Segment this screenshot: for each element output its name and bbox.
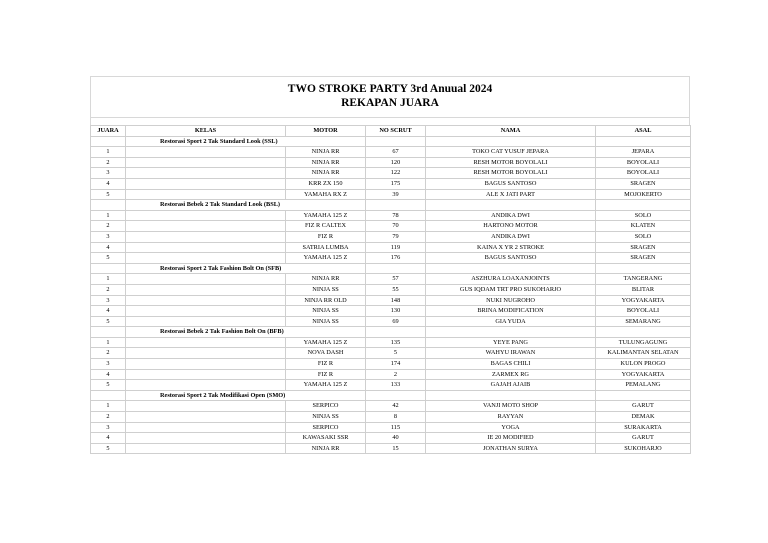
asal-cell: JEPARA [596,147,691,158]
motor-cell: FIZ R [286,369,366,380]
blank-cell [286,390,366,401]
asal-cell: DEMAK [596,412,691,423]
no-scrut-cell: 174 [366,359,426,370]
no-scrut-cell: 120 [366,157,426,168]
motor-cell: NINJA RR [286,274,366,285]
asal-cell: KLATEN [596,221,691,232]
asal-cell: BOYOLALI [596,168,691,179]
section-row [91,263,691,274]
section-kelas: Restorasi Sport 2 Tak Modifikasi Open (SMO) [126,390,286,401]
juara-cell: 5 [91,443,126,454]
motor-cell: NINJA SS [286,306,366,317]
asal-cell: TULUNGAGUNG [596,337,691,348]
nama-cell: ASZHURA LOAXANJOINTS [426,274,596,285]
table-row [91,380,691,391]
document-subtitle: REKAPAN JUARA [341,97,439,109]
no-scrut-cell: 42 [366,401,426,412]
nama-cell: VANJI MOTO SHOP [426,401,596,412]
asal-cell: SOLO [596,210,691,221]
kelas-cell [126,369,286,380]
blank-cell [596,200,691,211]
no-scrut-cell: 119 [366,242,426,253]
section-row [91,390,691,401]
asal-cell: PEMALANG [596,380,691,391]
blank-cell [366,200,426,211]
juara-cell: 1 [91,337,126,348]
motor-cell: YAMAHA 125 Z [286,380,366,391]
kelas-cell [126,337,286,348]
blank-cell [91,200,126,211]
asal-cell: SUKOHARJO [596,443,691,454]
blank-cell [286,263,366,274]
nama-cell: WAHYU IRAWAN [426,348,596,359]
juara-cell: 4 [91,178,126,189]
kelas-cell [126,253,286,264]
section-row [91,136,691,147]
kelas-cell [126,359,286,370]
nama-cell: RESH MOTOR BOYOLALI [426,168,596,179]
no-scrut-cell: 5 [366,348,426,359]
nama-cell: ANDIKA DWI [426,210,596,221]
section-row [91,327,691,338]
kelas-cell [126,242,286,253]
section-kelas: Restorasi Sport 2 Tak Standard Look (SSL) [126,136,286,147]
table-row [91,337,691,348]
motor-cell: NINJA RR [286,157,366,168]
kelas-cell [126,412,286,423]
kelas-cell [126,274,286,285]
nama-cell: GAJAH AJAIB [426,380,596,391]
no-scrut-cell: 15 [366,443,426,454]
nama-cell: RAYYAN [426,412,596,423]
no-scrut-cell: 175 [366,178,426,189]
motor-cell: FIZ R [286,359,366,370]
blank-cell [286,200,366,211]
table-row [91,253,691,264]
juara-cell: 4 [91,242,126,253]
blank-cell [596,136,691,147]
table-row [91,369,691,380]
blank-cell [91,263,126,274]
blank-cell [426,390,596,401]
asal-cell: SRAGEN [596,253,691,264]
table-row [91,284,691,295]
no-scrut-cell: 67 [366,147,426,158]
blank-cell [596,263,691,274]
juara-cell: 5 [91,316,126,327]
kelas-cell [126,401,286,412]
nama-cell: NUKI NUGROHO [426,295,596,306]
no-scrut-cell: 55 [366,284,426,295]
motor-cell: NINJA SS [286,412,366,423]
no-scrut-cell: 176 [366,253,426,264]
blank-cell [426,136,596,147]
no-scrut-cell: 39 [366,189,426,200]
table-row [91,443,691,454]
motor-cell: KAWASAKI SSR [286,433,366,444]
no-scrut-cell: 2 [366,369,426,380]
motor-cell: SERPICO [286,422,366,433]
blank-cell [286,136,366,147]
kelas-cell [126,168,286,179]
juara-cell: 1 [91,401,126,412]
table-row [91,359,691,370]
nama-cell: RESH MOTOR BOYOLALI [426,157,596,168]
kelas-cell [126,221,286,232]
asal-cell: YOGYAKARTA [596,295,691,306]
asal-cell: KALIMANTAN SELATAN [596,348,691,359]
no-scrut-cell: 115 [366,422,426,433]
asal-cell: YOGYAKARTA [596,369,691,380]
kelas-cell [126,422,286,433]
table-row [91,157,691,168]
motor-cell: NINJA RR [286,443,366,454]
nama-cell: YEYE PANG [426,337,596,348]
nama-cell: ANDIKA DWI [426,231,596,242]
blank-cell [91,390,126,401]
blank-cell [426,327,596,338]
table-row [91,210,691,221]
juara-cell: 2 [91,284,126,295]
table-row [91,189,691,200]
asal-cell: MOJOKERTO [596,189,691,200]
asal-cell: SRAGEN [596,242,691,253]
table-row [91,433,691,444]
nama-cell: JONATHAN SURYA [426,443,596,454]
blank-cell [366,390,426,401]
title-area [90,76,690,117]
juara-cell: 1 [91,210,126,221]
table-row [91,348,691,359]
motor-cell: NINJA RR [286,168,366,179]
kelas-cell [126,189,286,200]
no-scrut-cell: 57 [366,274,426,285]
nama-cell: KAINA X YR 2 STROKE [426,242,596,253]
kelas-cell [126,147,286,158]
juara-cell: 4 [91,433,126,444]
motor-cell: FIZ R [286,231,366,242]
table-row [91,242,691,253]
table-row [91,168,691,179]
asal-cell: SRAGEN [596,178,691,189]
asal-cell: BOYOLALI [596,157,691,168]
kelas-cell [126,306,286,317]
blank-cell [366,136,426,147]
table-row [91,274,691,285]
blank-cell [426,263,596,274]
nama-cell: TOKO CAT YUSUF JEPARA [426,147,596,158]
header-motor: MOTOR [286,126,366,137]
blank-cell [426,200,596,211]
asal-cell: GARUT [596,433,691,444]
kelas-cell [126,284,286,295]
header-asal: ASAL [596,126,691,137]
motor-cell: NOVA DASH [286,348,366,359]
section-row [91,200,691,211]
juara-cell: 5 [91,380,126,391]
nama-cell: YOGA [426,422,596,433]
no-scrut-cell: 122 [366,168,426,179]
no-scrut-cell: 70 [366,221,426,232]
asal-cell: SOLO [596,231,691,242]
juara-cell: 4 [91,306,126,317]
juara-cell: 2 [91,412,126,423]
nama-cell: ZARMEX RG [426,369,596,380]
asal-cell: BOYOLALI [596,306,691,317]
table-row [91,147,691,158]
nama-cell: BAGUS SANTOSO [426,253,596,264]
nama-cell: GUS IQDAM TRT PRO SUKOHARJO [426,284,596,295]
header-nama: NAMA [426,126,596,137]
table-row [91,412,691,423]
juara-cell: 1 [91,274,126,285]
kelas-cell [126,178,286,189]
motor-cell: YAMAHA RX Z [286,189,366,200]
no-scrut-cell: 8 [366,412,426,423]
blank-cell [596,327,691,338]
asal-cell: SURAKARTA [596,422,691,433]
juara-cell: 2 [91,348,126,359]
section-kelas: Restorasi Bebek 2 Tak Standard Look (BSL) [126,200,286,211]
kelas-cell [126,231,286,242]
section-kelas: Restorasi Sport 2 Tak Fashion Bolt On (SFB) [126,263,286,274]
blank-cell [91,136,126,147]
motor-cell: YAMAHA 125 Z [286,337,366,348]
nama-cell: HARTONO MOTOR [426,221,596,232]
no-scrut-cell: 78 [366,210,426,221]
no-scrut-cell: 148 [366,295,426,306]
table-row [91,295,691,306]
motor-cell: NINJA SS [286,284,366,295]
juara-cell: 2 [91,157,126,168]
motor-cell: FIZ R CALTEX [286,221,366,232]
motor-cell: NINJA RR [286,147,366,158]
table-row [91,401,691,412]
kelas-cell [126,380,286,391]
blank-cell [91,327,126,338]
kelas-cell [126,295,286,306]
table-row [91,178,691,189]
juara-cell: 3 [91,231,126,242]
asal-cell: BLITAR [596,284,691,295]
asal-cell: KULON PROGO [596,359,691,370]
header-juara: JUARA [91,126,126,137]
results-sheet [90,76,690,454]
no-scrut-cell: 135 [366,337,426,348]
juara-cell: 3 [91,422,126,433]
table-row [91,316,691,327]
nama-cell: GIA YUDA [426,316,596,327]
motor-cell: NINJA RR OLD [286,295,366,306]
table-row [91,422,691,433]
kelas-cell [126,433,286,444]
no-scrut-cell: 79 [366,231,426,242]
juara-cell: 2 [91,221,126,232]
blank-cell [366,263,426,274]
juara-cell: 1 [91,147,126,158]
kelas-cell [126,210,286,221]
header-kelas: KELAS [126,126,286,137]
table-row [91,306,691,317]
juara-cell: 4 [91,369,126,380]
spacer-row [90,117,690,125]
nama-cell: BRINA MODIFICATION [426,306,596,317]
juara-cell: 3 [91,359,126,370]
kelas-cell [126,316,286,327]
juara-cell: 5 [91,189,126,200]
nama-cell: BAGUS SANTOSO [426,178,596,189]
asal-cell: SEMARANG [596,316,691,327]
kelas-cell [126,157,286,168]
no-scrut-cell: 40 [366,433,426,444]
juara-cell: 3 [91,295,126,306]
results-table [90,125,691,454]
motor-cell: YAMAHA 125 Z [286,210,366,221]
table-row [91,231,691,242]
asal-cell: TANGERANG [596,274,691,285]
kelas-cell [126,443,286,454]
blank-cell [286,327,366,338]
header-no-scrut: NO SCRUT [366,126,426,137]
juara-cell: 5 [91,253,126,264]
table-row [91,221,691,232]
motor-cell: SERPICO [286,401,366,412]
no-scrut-cell: 130 [366,306,426,317]
section-kelas: Restorasi Bebek 2 Tak Fashion Bolt On (BFB) [126,327,286,338]
nama-cell: BAGAS CHILI [426,359,596,370]
motor-cell: YAMAHA 125 Z [286,253,366,264]
nama-cell: ALE X JATI PART [426,189,596,200]
blank-cell [366,327,426,338]
no-scrut-cell: 133 [366,380,426,391]
motor-cell: KRR ZX 150 [286,178,366,189]
motor-cell: SATRIA LUMBA [286,242,366,253]
document-title: TWO STROKE PARTY 3rd Anuual 2024 [287,83,493,95]
table-body [91,136,691,454]
kelas-cell [126,348,286,359]
asal-cell: GARUT [596,401,691,412]
juara-cell: 3 [91,168,126,179]
nama-cell: IE 20 MODIFIED [426,433,596,444]
table-header-row [91,126,691,137]
no-scrut-cell: 69 [366,316,426,327]
blank-cell [596,390,691,401]
motor-cell: NINJA SS [286,316,366,327]
